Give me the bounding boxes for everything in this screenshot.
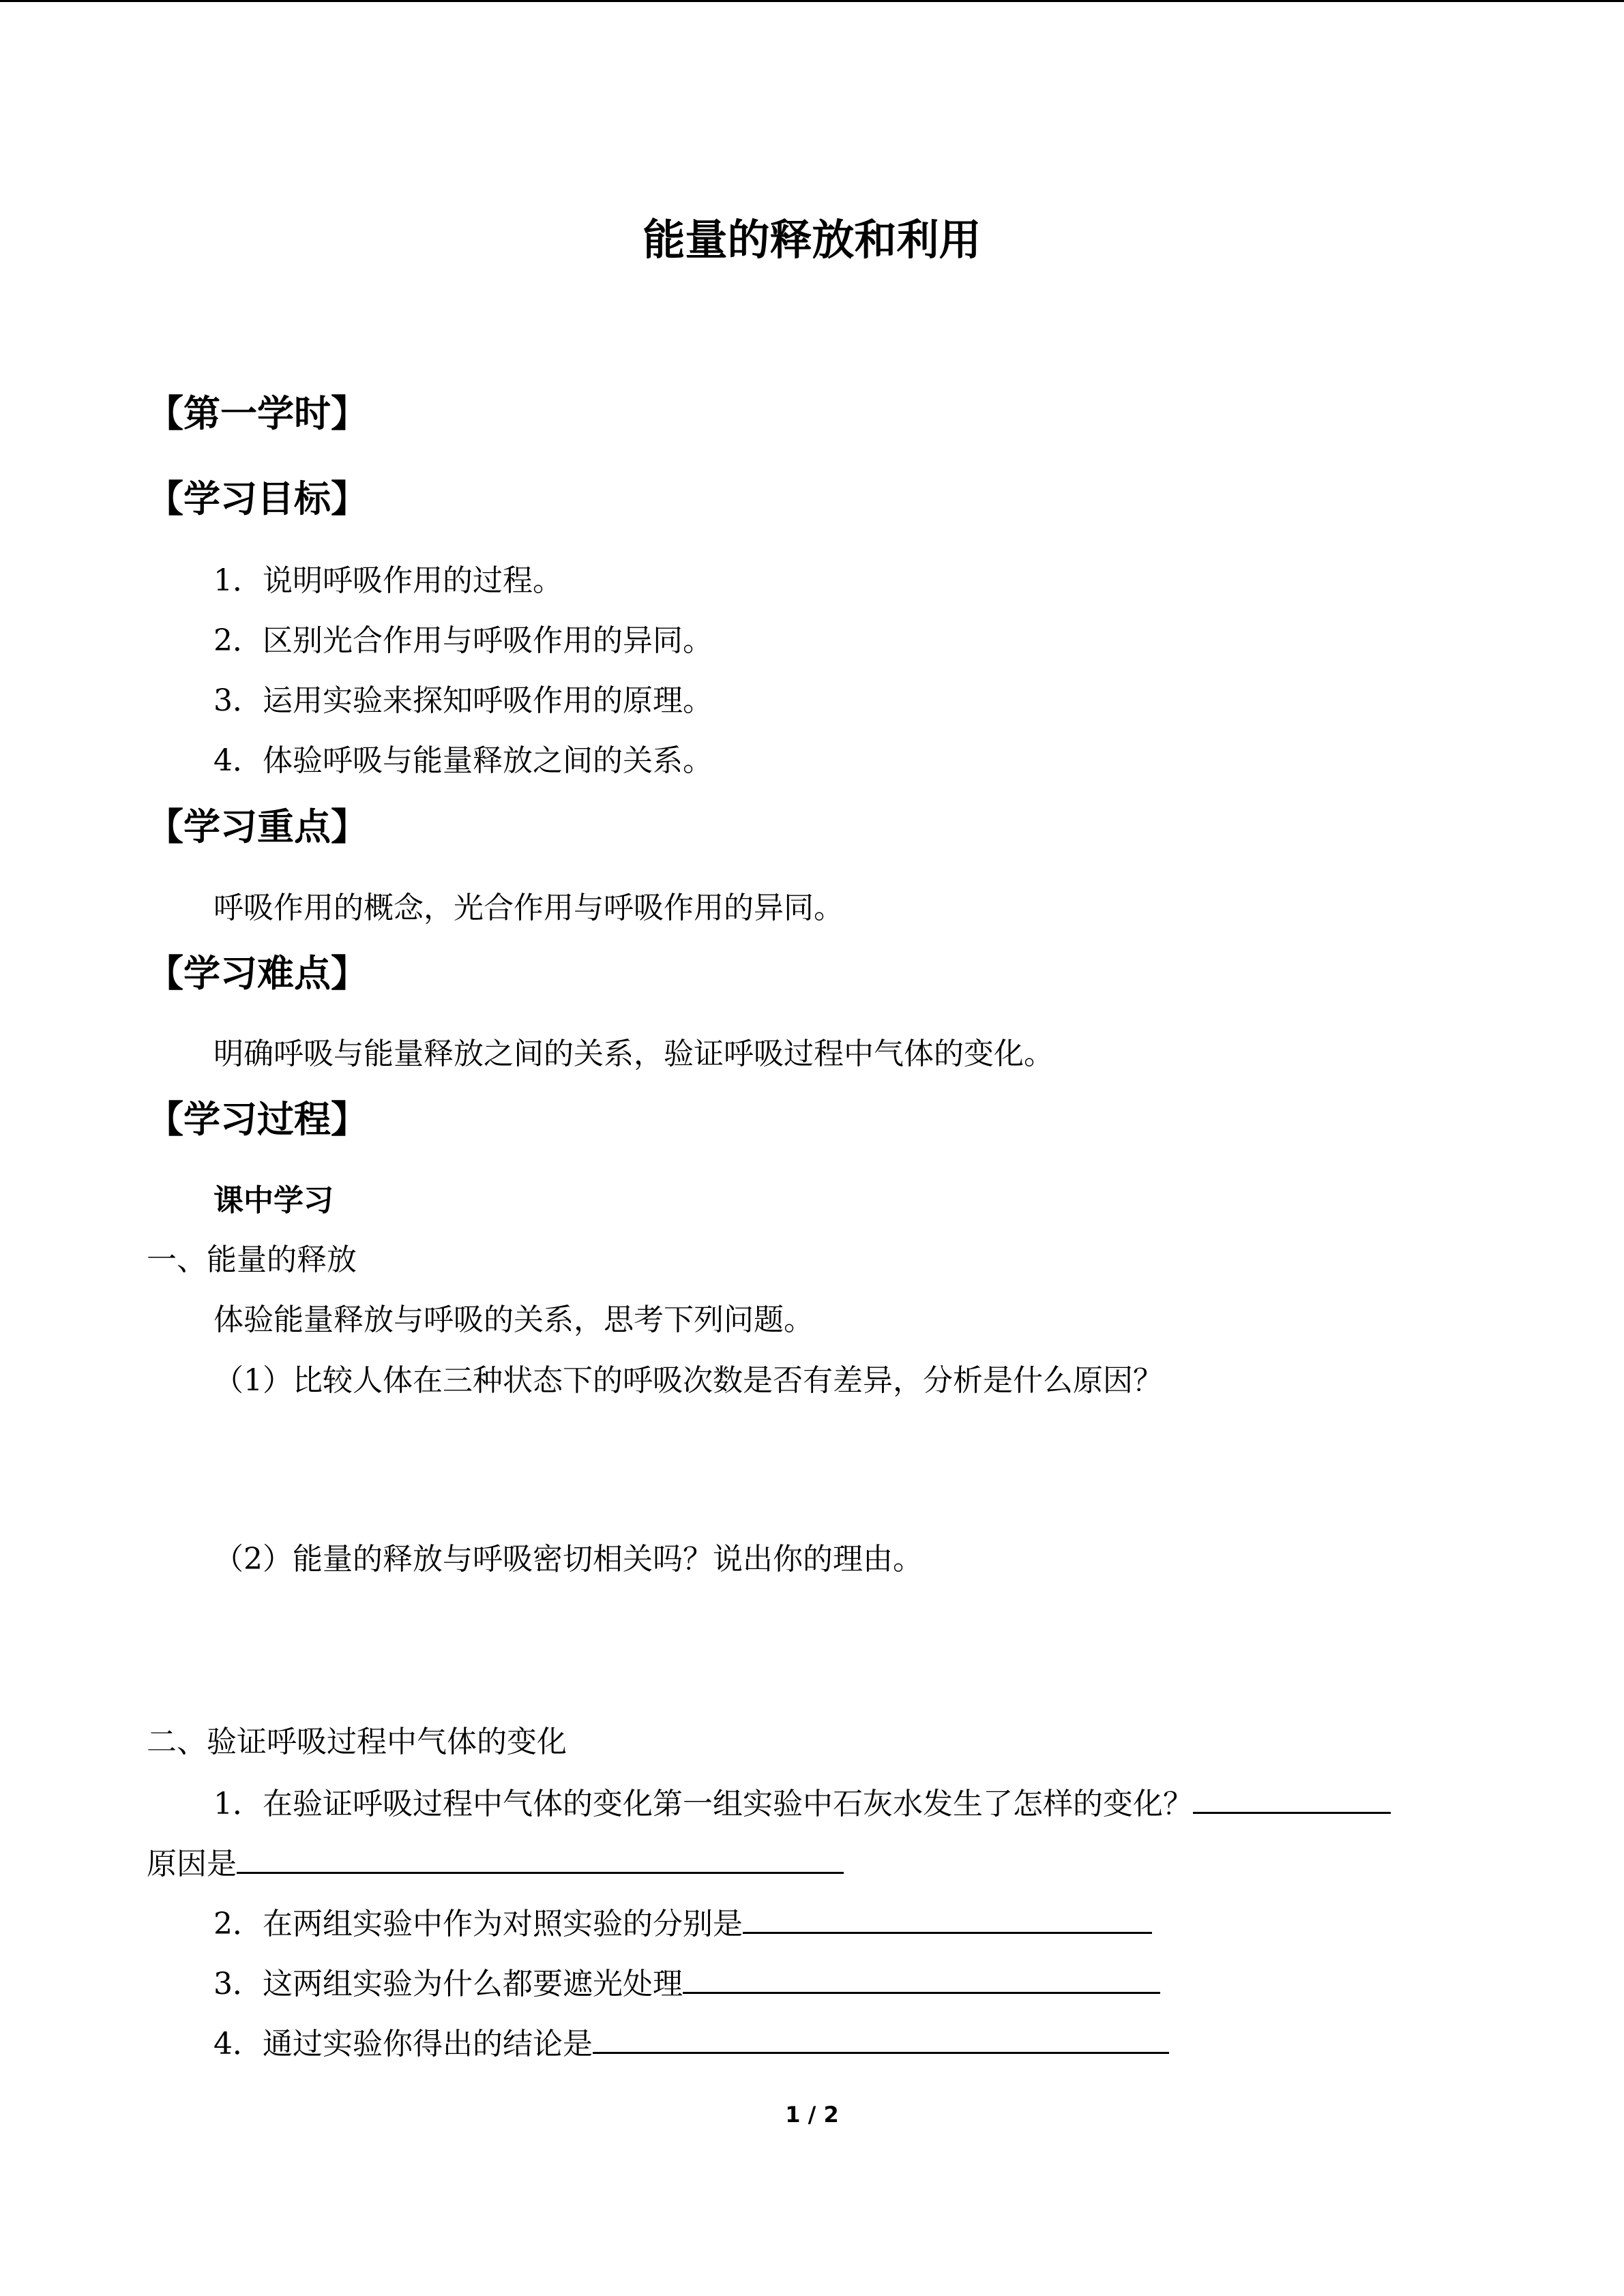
answer-blank-3[interactable] [683, 1962, 1160, 1994]
part2-question-1 [213, 1782, 1391, 1825]
part1-title: 一、能量的释放 [147, 1242, 357, 1277]
part2-question-3 [213, 1962, 1160, 2005]
key-points-text: 呼吸作用的概念，光合作用与呼吸作用的异同。 [213, 891, 844, 925]
difficulties-heading: 【学习难点】 [147, 952, 368, 995]
key-points-heading: 【学习重点】 [147, 805, 368, 848]
part2-question-2-text: 2．在两组实验中作为对照实验的分别是 [213, 1907, 743, 1941]
objective-item-2: 2．区别光合作用与呼吸作用的异同。 [213, 623, 713, 658]
reason-label: 原因是 [147, 1847, 237, 1881]
answer-blank-reason[interactable] [237, 1842, 844, 1874]
part2-question-4 [213, 2022, 1169, 2065]
objectives-heading: 【学习目标】 [147, 477, 368, 520]
objective-item-3: 3．运用实验来探知呼吸作用的原理。 [213, 683, 713, 718]
answer-blank-2[interactable] [743, 1902, 1152, 1934]
page-number: 1 / 2 [785, 2102, 839, 2128]
objective-item-4: 4．体验呼吸与能量释放之间的关系。 [213, 743, 713, 778]
class-study-label: 课中学习 [213, 1183, 334, 1218]
part2-question-1-text: 1．在验证呼吸过程中气体的变化第一组实验中石灰水发生了怎样的变化？ [213, 1787, 1193, 1821]
part2-question-2 [213, 1902, 1152, 1945]
part1-intro: 体验能量释放与呼吸的关系，思考下列问题。 [213, 1302, 814, 1337]
lesson-heading: 【第一学时】 [147, 392, 368, 435]
part1-question-1: （1）比较人体在三种状态下的呼吸次数是否有差异，分析是什么原因？ [213, 1363, 1163, 1398]
answer-blank-1[interactable] [1193, 1782, 1391, 1814]
process-heading: 【学习过程】 [147, 1098, 368, 1141]
difficulties-text: 明确呼吸与能量释放之间的关系，验证呼吸过程中气体的变化。 [213, 1037, 1054, 1071]
part2-question-4-text: 4．通过实验你得出的结论是 [213, 2027, 593, 2061]
part2-question-3-text: 3．这两组实验为什么都要遮光处理 [213, 1967, 683, 2001]
part1-question-2: （2）能量的释放与呼吸密切相关吗？说出你的理由。 [213, 1542, 923, 1577]
answer-blank-4[interactable] [593, 2022, 1169, 2054]
part2-question-1-reason [147, 1842, 844, 1885]
part2-title: 二、验证呼吸过程中气体的变化 [147, 1725, 567, 1759]
objective-item-1: 1．说明呼吸作用的过程。 [213, 563, 563, 598]
page-title: 能量的释放和利用 [643, 215, 981, 265]
page-top-border [0, 0, 1624, 2]
